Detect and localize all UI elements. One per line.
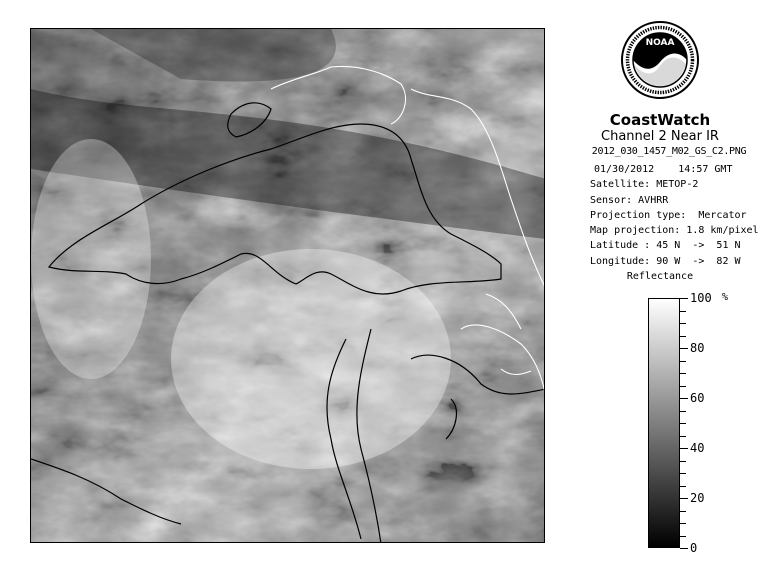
image-metadata bbox=[590, 162, 759, 269]
colorbar-tick-label: 80 bbox=[690, 341, 705, 355]
colorbar-major-tick bbox=[680, 448, 688, 449]
app-title: CoastWatch bbox=[609, 111, 711, 129]
colorbar-minor-tick bbox=[680, 473, 686, 474]
colorbar-minor-tick bbox=[680, 486, 686, 487]
noaa-logo-text: NOAA bbox=[645, 38, 675, 48]
colorbar-minor-tick bbox=[680, 511, 686, 512]
colorbar-tick-label: 0 bbox=[690, 541, 698, 555]
meta-longitude: Longitude: 90 W -> 82 W bbox=[590, 255, 741, 267]
colorbar-minor-tick bbox=[680, 336, 686, 337]
meta-datetime: 01/30/2012 14:57 GMT bbox=[594, 164, 733, 175]
colorbar-minor-tick bbox=[680, 361, 686, 362]
colorbar-minor-tick bbox=[680, 386, 686, 387]
satellite-image-canvas bbox=[31, 29, 545, 543]
colorbar-major-tick bbox=[680, 398, 688, 399]
colorbar-unit: % bbox=[722, 292, 729, 303]
colorbar-title: Reflectance bbox=[626, 271, 694, 282]
noaa-logo-icon bbox=[620, 20, 700, 100]
colorbar-minor-tick bbox=[680, 436, 686, 437]
colorbar bbox=[648, 298, 680, 548]
meta-latitude: Latitude : 45 N -> 51 N bbox=[590, 240, 741, 252]
colorbar-major-tick bbox=[680, 498, 688, 499]
channel-name: Channel 2 Near IR bbox=[601, 129, 719, 144]
colorbar-tick-label: 40 bbox=[690, 441, 705, 455]
noaa-logo bbox=[620, 20, 700, 100]
colorbar-minor-tick bbox=[680, 311, 686, 312]
colorbar-minor-tick bbox=[680, 523, 686, 524]
colorbar-tick-label: 20 bbox=[690, 491, 705, 505]
colorbar-major-tick bbox=[680, 298, 688, 299]
colorbar-minor-tick bbox=[680, 323, 686, 324]
colorbar-major-tick bbox=[680, 548, 688, 549]
colorbar-minor-tick bbox=[680, 373, 686, 374]
colorbar-minor-tick bbox=[680, 461, 686, 462]
colorbar-major-tick bbox=[680, 348, 688, 349]
colorbar-minor-tick bbox=[680, 423, 686, 424]
image-filename: 2012_030_1457_M02_GS_C2.PNG bbox=[591, 146, 747, 157]
colorbar-minor-tick bbox=[680, 536, 686, 537]
colorbar-tick-label: 60 bbox=[690, 391, 705, 405]
meta-sensor: Sensor: AVHRR bbox=[590, 194, 669, 206]
satellite-image bbox=[30, 28, 545, 543]
meta-map-projection: Map projection: 1.8 km/pixel bbox=[590, 225, 759, 237]
meta-satellite: Satellite: METOP-2 bbox=[590, 179, 699, 191]
colorbar-tick-label: 100 bbox=[690, 291, 712, 305]
colorbar-minor-tick bbox=[680, 411, 686, 412]
meta-projection-type: Projection type: Mercator bbox=[590, 209, 747, 221]
